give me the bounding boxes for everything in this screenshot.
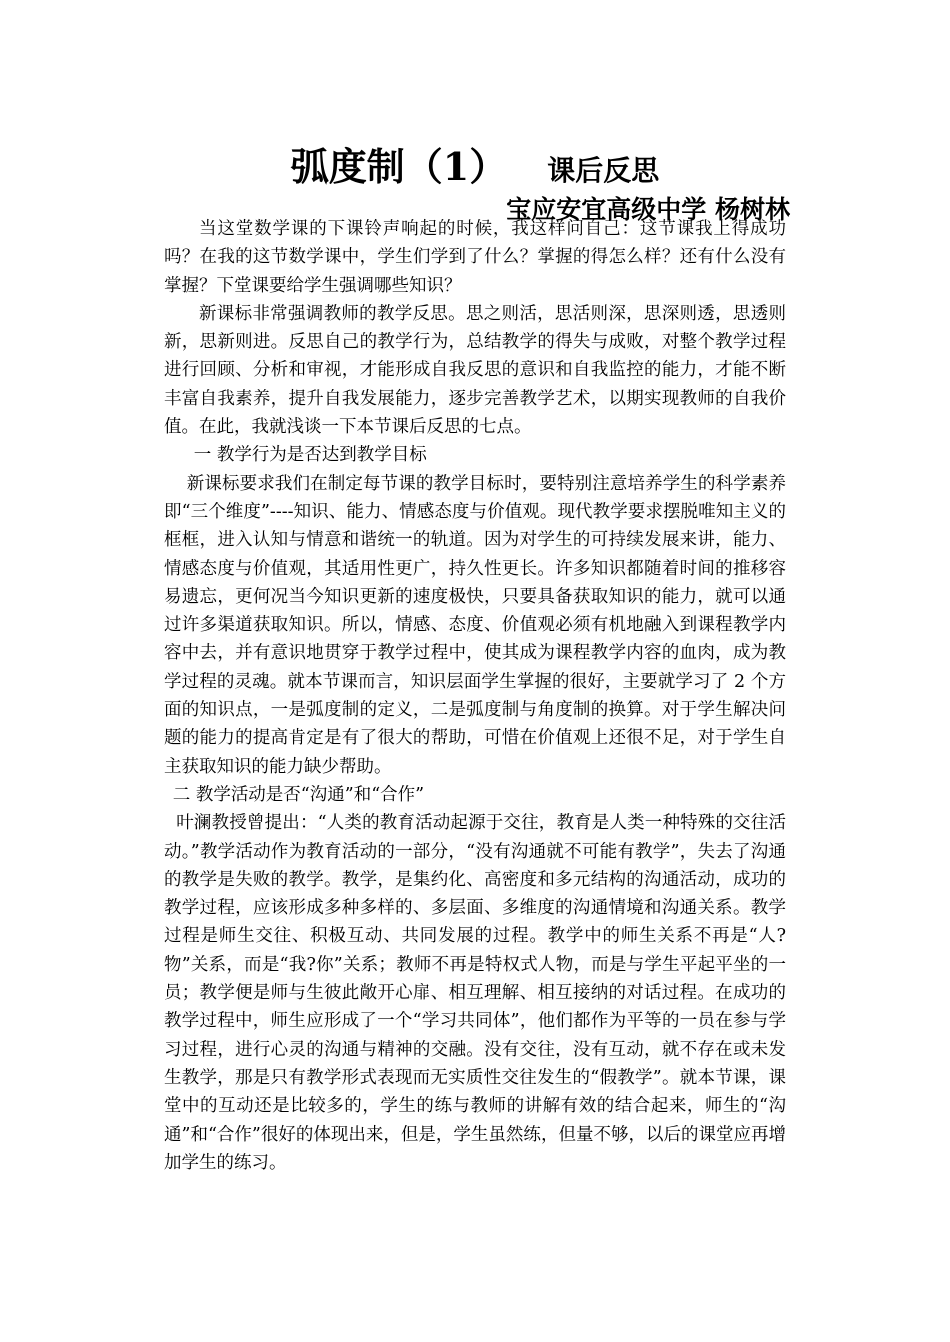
document-title bbox=[0, 136, 950, 191]
paragraph-section-1: 新课标要求我们在制定每节课的教学目标时，要特别注意培养学生的科学素养即“三个维度”----知识、能力、情感态度与价值观。现代教学要求摆脱唯知主义的框框，进入认知与情意和谐统一的轨道。因为对学生的可持续发展来讲，能力、情感态度与价值观，其适用性更广，持久性更长。许多知识都随着时间的推移容易遗忘，更何况当今知识更新的速度极快，只要具备获取知识的能力，就可以通过许多渠道获取知识。所以，情感、态度、价值观必须有机地融入到课程教学内容中去，并有意识地贯穿于教学过程中，使其成为课程教学内容的血肉，成为教学过程的灵魂。就本节课而言，知识层面学生掌握的很好，主要就学习了 2 个方面的知识点，一是弧度制的定义，二是弧度制与角度制的换算。对于学生解决问题的能力的提高肯定是有了很大的帮助，可惜在价值观上还很不足，对于学生自主获取知识的能力缺少帮助。 bbox=[164, 473, 786, 777]
author-line: 宝应安宜高级中学 杨树林 bbox=[506, 195, 790, 224]
section-heading-1: 一 教学行为是否达到教学目标 bbox=[193, 445, 427, 466]
section-heading-2: 二 教学活动是否“沟通”和“合作” bbox=[172, 784, 425, 805]
title-main: 弧度制（1） bbox=[290, 144, 508, 189]
body-text bbox=[164, 215, 786, 1177]
title-subtitle: 课后反思 bbox=[547, 154, 660, 187]
paragraph-section-2: 叶澜教授曾提出：“人类的教育活动起源于交往，教育是人类一种特殊的交往活动。”教学活动作为教育活动的一部分，“没有沟通就不可能有教学”，失去了沟通的教学是失败的教学。教学，是集约化、高密度和多元结构的沟通活动，成功的教学过程，应该形成多种多样的、多层面、多维度的沟通情境和沟通关系。教学过程是师生交往、积极互动、共同发展的过程。教学中的师生关系不再是“人?物”关系，而是“我?你”关系；教师不再是特权式人物，而是与学生平起平坐的一员；教学便是师与生彼此敞开心扉、相互理解、相互接纳的对话过程。在成功的教学过程中，师生应形成了一个“学习共同体”，他们都作为平等的一员在参与学习过程，进行心灵的沟通与精神的交融。没有交往，没有互动，就不存在或未发生教学，那是只有教学形式表现而无实质性交往发生的“假教学”。就本节课，课堂中的互动还是比较多的，学生的练与教师的讲解有效的结合起来，师生的“沟通”和“合作”很好的体现出来，但是，学生虽然练，但量不够，以后的课堂应再增加学生的练习。 bbox=[164, 813, 786, 1173]
paragraph-reflection: 新课标非常强调教师的教学反思。思之则活，思活则深，思深则透，思透则新，思新则进。反思自己的教学行为，总结教学的得失与成败，对整个教学过程进行回顾、分析和审视，才能形成自我反思的意识和自我监控的能力，才能不断丰富自我素养，提升自我发展能力，逐步完善教学艺术，以期实现教师的自我价值。在此，我就浅谈一下本节课后反思的七点。 bbox=[164, 303, 786, 438]
paragraph-intro: 当这堂数学课的下课铃声响起的时候，我这样问自己：这节课我上得成功吗？在我的这节数学课中，学生们学到了什么？掌握的得怎么样？还有什么没有掌握？下堂课要给学生强调哪些知识？ bbox=[164, 219, 786, 296]
